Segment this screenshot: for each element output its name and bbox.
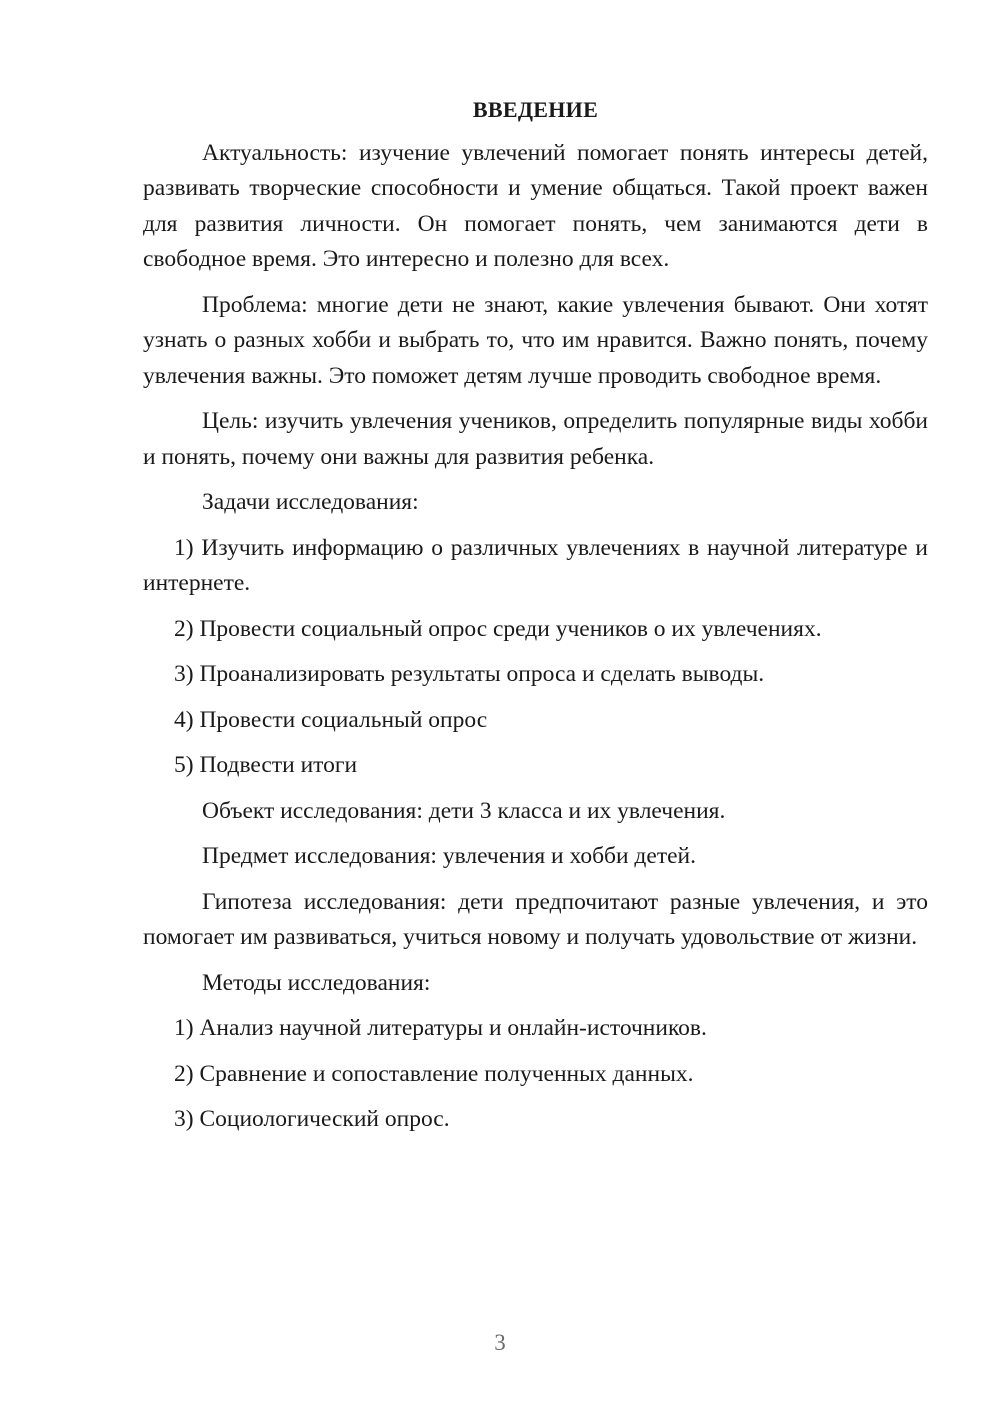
methods-heading: Методы исследования: (202, 969, 431, 996)
method-item: 1) Анализ научной литературы и онлайн-источников. (174, 1015, 707, 1041)
task-item: 5) Подвести итоги (174, 752, 358, 778)
problem-paragraph: Проблема: многие дети не знают, какие увлечения бывают. Они хотят узнать о разных хобби и выбрать то, что им нравится. Важно понять, почему увлечения важны. Это поможет детям лучше проводить свободное время. (143, 291, 928, 389)
page-number: 3 (494, 1330, 506, 1355)
hypothesis-paragraph: Гипотеза исследования: дети предпочитают разные увлечения, и это помогает им развиваться, учиться новому и получать удовольствие от жизни. (143, 888, 928, 950)
method-item: 2) Сравнение и сопоставление полученных данных. (174, 1060, 694, 1087)
document-page (143, 92, 928, 1148)
tasks-list (143, 531, 928, 784)
goal-paragraph: Цель: изучить увлечения учеников, определить популярные виды хобби и понять, почему они важны для развития ребенка. (143, 408, 928, 470)
task-item: 1) Изучить информацию о различных увлечениях в научной литературе и интернете. (143, 534, 928, 596)
task-item: 2) Провести социальный опрос среди учеников о их увлечениях. (174, 615, 822, 642)
task-item: 4) Провести социальный опрос (174, 706, 488, 733)
tasks-heading: Задачи исследования: (202, 489, 419, 515)
relevance-paragraph: Актуальность: изучение увлечений помогает понять интересы детей, развивать творческие способности и умение общаться. Такой проект важен для развития личности. Он помогает понять, чем занимаются дети в свободное время. Это интересно и полезно для всех. (143, 139, 928, 272)
task-item: 3) Проанализировать результаты опроса и сделать выводы. (174, 661, 765, 687)
methods-list (143, 1011, 928, 1138)
subject-paragraph: Предмет исследования: увлечения и хобби детей. (202, 843, 696, 869)
section-title: ВВЕДЕНИЕ (472, 97, 599, 122)
object-paragraph: Объект исследования: дети 3 класса и их увлечения. (202, 797, 726, 824)
method-item: 3) Социологический опрос. (174, 1106, 450, 1132)
